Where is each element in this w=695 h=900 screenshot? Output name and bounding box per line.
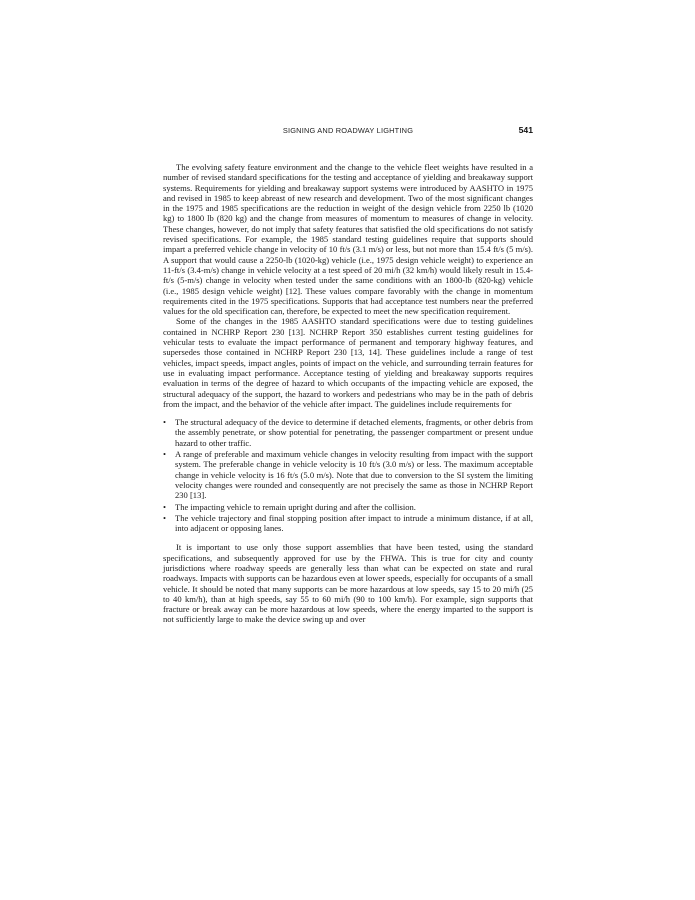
requirements-list — [163, 417, 533, 533]
bullet-icon: • — [163, 449, 166, 460]
page-number: 541 — [518, 125, 533, 135]
list-item — [163, 513, 533, 534]
list-item-text: A range of preferable and maximum vehicle changes in velocity resulting from impact with the support system. The preferable change in vehicle velocity is 10 ft/s (3.0 m/s) or less. The maximum acceptable change in vehicle velocity is 16 ft/s (5.0 m/s). Note that due to conversion to the SI system the limiting velocity changes were rounded and consequently are not precisely the same as those in NCHRP Report 230 [13]. — [175, 449, 533, 501]
bullet-icon: • — [163, 501, 166, 512]
list-item — [163, 449, 533, 500]
list-item-text: The impacting vehicle to remain upright during and after the collision. — [175, 501, 416, 512]
bullet-icon: • — [163, 417, 166, 428]
page-header — [163, 126, 533, 140]
list-item — [163, 502, 533, 512]
paragraph-1: The evolving safety feature environment and the change to the vehicle fleet weights have resulted in a number of revised standard specifications for the testing and acceptance of yielding and breakaway support systems. Requirements for yielding and breakaway support systems were introduced by AASHTO in 1975 and revised in 1985 to keep abreast of new research and development. Two of the most significant changes in the 1975 and 1985 specifications are the reduction in weight of the design vehicle from 2250 lb (1020 kg) to 1800 lb (820 kg) and the change from measures of momentum to measures of change in velocity. These changes, however, do not imply that safety features that satisfied the old specifications do not satisfy revised specifications. For example, the 1985 standard testing guidelines require that supports should impart a preferred vehicle change in velocity of 10 ft/s (3.1 m/s) or less, but not more than 15.4 ft/s (5 m/s). A support that would cause a 2250-lb (1020-kg) vehicle (i.e., 1975 design vehicle weight) to experience an 11-ft/s (3.4-m/s) change in vehicle velocity at a test speed of 20 mi/h (32 km/h) would likely result in 15.4-ft/s (5-m/s) change in velocity when tested under the same conditions with an 1800-lb (820-kg) vehicle (i.e., 1985 design vehicle weight) [12]. These values compare favorably with the change in momentum requirements cited in the 1975 specifications. Supports that had acceptance test numbers near the preferred values for the old specification can, therefore, be expected to meet the new specification requirement. — [163, 162, 533, 317]
body-text — [163, 162, 533, 625]
list-item-text: The vehicle trajectory and final stopping position after impact to intrude a minimum distance, if at all, into adjacent or opposing lanes. — [175, 512, 533, 534]
list-item-text: The structural adequacy of the device to determine if detached elements, fragments, or other debris from the assembly penetrate, or show potential for penetrating, the passenger compartment or present undue hazard to other traffic. — [175, 417, 533, 448]
bullet-icon: • — [163, 512, 166, 523]
paragraph-3: It is important to use only those support assemblies that have been tested, using the standard specifications, and subsequently approved for use by the FHWA. This is true for city and county jurisdictions where roadway speeds are generally less than what can be expected on state and rural roadways. Impacts with supports can be hazardous even at lower speeds, especially for occupants of a small vehicle. It should be noted that many supports can be more hazardous at low speeds, say 15 to 20 mi/h (25 to 40 km/h), than at high speeds, say 55 to 60 mi/h (90 to 100 km/h). For example, sign supports that fracture or break away can be more hazardous at low speeds, where the energy imparted to the support is not sufficiently large to make the device swing up and over — [163, 542, 533, 625]
running-head: SIGNING AND ROADWAY LIGHTING — [282, 126, 414, 135]
document-page — [163, 126, 533, 625]
list-item — [163, 417, 533, 448]
paragraph-2: Some of the changes in the 1985 AASHTO standard specifications were due to testing guidelines contained in NCHRP Report 230 [13]. NCHRP Report 350 establishes current testing guidelines for vehicular tests to evaluate the impact performance of permanent and temporary highway features, and supersedes those contained in NCHRP Report 230 [13, 14]. These guidelines include a range of test vehicles, impact speeds, impact angles, points of impact on the vehicle, and surrounding terrain features for use in evaluating impact performance. Acceptance testing of yielding and breakaway supports requires evaluation in terms of the degree of hazard to which occupants of the impacting vehicle are exposed, the structural adequacy of the support, the hazard to workers and pedestrians who may be in the path of debris from the impact, and the behavior of the vehicle after impact. The guidelines include requirements for — [163, 316, 533, 409]
